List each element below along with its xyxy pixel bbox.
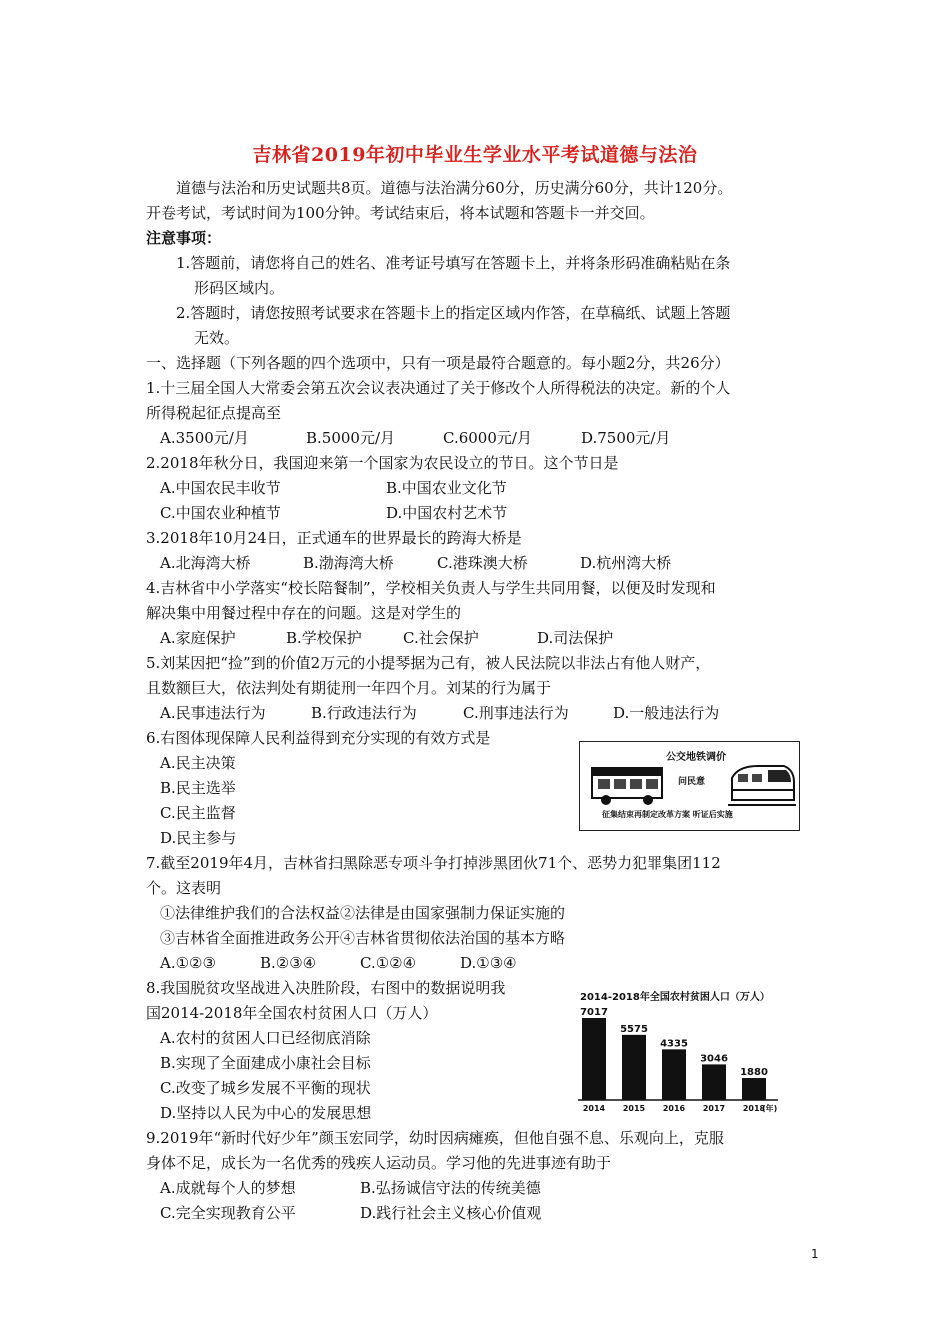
q2-option-c: C.中国农业种植节 <box>160 504 281 522</box>
bar-value-label-2014: 7017 <box>580 1007 608 1018</box>
bar-2015 <box>622 1035 646 1100</box>
poverty-bar-chart <box>578 990 788 1115</box>
q5-stem-1: 5.刘某因把“捡”到的价值2万元的小提琴据为己有，被人民法院以非法占有他人财产， <box>146 654 711 672</box>
q3-option-d: D.杭州湾大桥 <box>580 554 672 572</box>
q2-option-d: D.中国农村艺术节 <box>386 504 508 522</box>
q7-option-a: A.①②③ <box>160 954 216 972</box>
x-axis-unit: (年) <box>762 1104 778 1113</box>
q4-stem-1: 4.吉林省中小学落实“校长陪餐制”，学校相关负责人与学生共同用餐，以便及时发现和 <box>146 579 716 597</box>
category-label-2015: 2015 <box>622 1104 646 1113</box>
section-title: 一、选择题（下列各题的四个选项中，只有一项是最符合题意的。每小题2分，共26分） <box>146 354 730 372</box>
q8-stem-1: 8.我国脱贫攻坚战进入决胜阶段，右图中的数据说明我 <box>146 979 506 997</box>
notice-1-line-1: 1.答题前，请您将自己的姓名、准考证号填写在答题卡上，并将条形码准确粘贴在条 <box>176 254 731 272</box>
notice-1-line-2: 形码区域内。 <box>194 279 285 297</box>
q9-option-a: A.成就每个人的梦想 <box>160 1179 296 1197</box>
bar-2014 <box>582 1018 606 1100</box>
q9-option-b: B.弘扬诚信守法的传统美德 <box>360 1179 541 1197</box>
q5-option-b: B.行政违法行为 <box>311 704 417 722</box>
q1-option-b: B.5000元/月 <box>306 429 396 447</box>
q3-stem-1: 3.2018年10月24日，正式通车的世界最长的跨海大桥是 <box>146 529 522 547</box>
bar-2017 <box>702 1064 726 1100</box>
q1-stem-1: 1.十三届全国人大常委会第五次会议表决通过了关于修改个人所得税法的决定。新的个人 <box>146 379 731 397</box>
q3-option-b: B.渤海湾大桥 <box>303 554 394 572</box>
q4-option-c: C.社会保护 <box>403 629 479 647</box>
q7-option-c: C.①②④ <box>360 954 417 972</box>
bar-value-label-2017: 3046 <box>700 1053 728 1065</box>
q7-stem-2: 个。这表明 <box>146 879 222 897</box>
q1-stem-2: 所得税起征点提高至 <box>146 404 282 422</box>
q8-option-c: C.改变了城乡发展不平衡的现状 <box>160 1079 371 1097</box>
q1-option-a: A.3500元/月 <box>160 429 249 447</box>
category-label-2014: 2014 <box>582 1104 606 1113</box>
bus-icon <box>588 760 668 810</box>
q1-option-d: D.7500元/月 <box>581 429 671 447</box>
q6-option-c: C.民主监督 <box>160 804 236 822</box>
chart-marks <box>578 1007 778 1113</box>
bar-2016 <box>662 1049 686 1100</box>
q6-option-d: D.民主参与 <box>160 829 237 847</box>
q7-stem-1: 7.截至2019年4月，吉林省扫黑除恶专项斗争打掉涉黑团伙71个、恶势力犯罪集团112 <box>146 854 721 872</box>
page-number: 1 <box>811 1247 819 1261</box>
bar-2018 <box>742 1078 766 1100</box>
notice-2-line-1: 2.答题时，请您按照考试要求在答题卡上的指定区域内作答，在草稿纸、试题上答题 <box>176 304 731 322</box>
intro-line-2: 开卷考试，考试时间为100分钟。考试结束后，将本试题和答题卡一并交回。 <box>146 204 655 222</box>
page-title: 吉林省2019年初中毕业生学业水平考试道德与法治 <box>252 144 698 166</box>
chart-title: 2014-2018年全国农村贫困人口（万人） <box>580 992 770 1003</box>
q9-stem-2: 身体不足，成长为一名优秀的残疾人运动员。学习他的先进事迹有助于 <box>146 1154 612 1172</box>
q9-option-d: D.践行社会主义核心价值观 <box>360 1204 542 1222</box>
poverty-chart-svg <box>578 990 788 1115</box>
bar-value-label-2015: 5575 <box>620 1023 648 1035</box>
notice-2-line-2: 无效。 <box>194 329 240 347</box>
q4-stem-2: 解决集中用餐过程中存在的问题。这是对学生的 <box>146 604 462 622</box>
q7-option-d: D.①③④ <box>460 954 517 972</box>
q6-option-b: B.民主选举 <box>160 779 236 797</box>
q3-option-a: A.北海湾大桥 <box>160 554 251 572</box>
bar-value-label-2018: 1880 <box>740 1067 768 1079</box>
notice-title: 注意事项： <box>146 229 222 247</box>
bus-figure-caption: 征集结束再制定改革方案 听证后实施 <box>602 810 733 819</box>
bus-subway-price-figure <box>579 741 800 831</box>
q6-option-a: A.民主决策 <box>160 754 236 772</box>
q9-stem-1: 9.2019年“新时代好少年”颜玉宏同学，幼时因病瘫痪，但他自强不息、乐观向上，克服 <box>146 1129 724 1147</box>
bus-figure-title: 公交地铁调价 <box>666 752 726 763</box>
q5-option-a: A.民事违法行为 <box>160 704 266 722</box>
q7-statement-2: ③吉林省全面推进政务公开④吉林省贯彻依法治国的基本方略 <box>160 929 566 947</box>
intro-line-1: 道德与法治和历史试题共8页。道德与法治满分60分，历史满分60分，共计120分。 <box>176 179 733 197</box>
q5-stem-2: 且数额巨大，依法判处有期徒刑一年四个月。刘某的行为属于 <box>146 679 552 697</box>
category-label-2016: 2016 <box>662 1104 686 1113</box>
q8-option-a: A.农村的贫困人口已经彻底消除 <box>160 1029 371 1047</box>
q8-option-d: D.坚持以人民为中心的发展思想 <box>160 1104 372 1122</box>
q7-option-b: B.②③④ <box>260 954 317 972</box>
q2-option-b: B.中国农业文化节 <box>386 479 507 497</box>
q5-option-c: C.刑事违法行为 <box>463 704 569 722</box>
q9-option-c: C.完全实现教育公平 <box>160 1204 296 1222</box>
bus-figure-subtitle: 问民意 <box>678 777 706 787</box>
q2-option-a: A.中国农民丰收节 <box>160 479 281 497</box>
category-label-2017: 2017 <box>702 1104 726 1113</box>
q5-option-d: D.一般违法行为 <box>613 704 720 722</box>
q3-option-c: C.港珠澳大桥 <box>437 554 528 572</box>
category-label-2018: 2018 <box>742 1104 766 1113</box>
q4-option-d: D.司法保护 <box>537 629 614 647</box>
train-icon <box>728 760 796 810</box>
q8-option-b: B.实现了全面建成小康社会目标 <box>160 1054 371 1072</box>
q4-option-b: B.学校保护 <box>286 629 362 647</box>
q6-stem-1: 6.右图体现保障人民利益得到充分实现的有效方式是 <box>146 729 491 747</box>
bar-value-label-2016: 4335 <box>660 1038 688 1050</box>
q1-option-c: C.6000元/月 <box>443 429 532 447</box>
q4-option-a: A.家庭保护 <box>160 629 236 647</box>
q2-stem-1: 2.2018年秋分日，我国迎来第一个国家为农民设立的节日。这个节日是 <box>146 454 619 472</box>
q7-statement-1: ①法律维护我们的合法权益②法律是由国家强制力保证实施的 <box>160 904 566 922</box>
q8-stem-2: 国2014-2018年全国农村贫困人口（万人） <box>146 1004 438 1022</box>
